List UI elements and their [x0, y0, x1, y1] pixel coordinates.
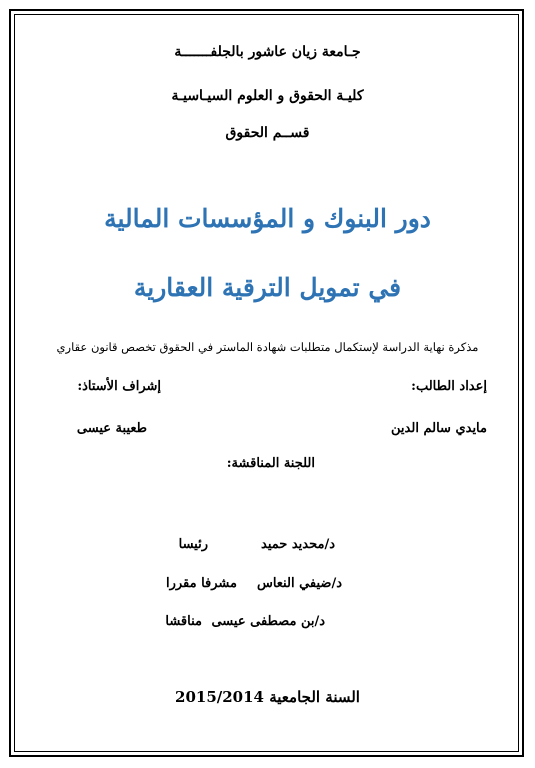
- committee-member-name: د/محديد حميد: [261, 537, 335, 552]
- thesis-title-line-2: في تمويل الترقية العقارية: [133, 273, 402, 302]
- thesis-description: مذكرة نهاية الدراسة لإستكمال متطلبات شهادة الماستر في الحقوق تخصص قانون عقاري: [56, 340, 479, 354]
- student-name: مايدي سالم الدين: [391, 421, 487, 436]
- faculty-name: كليـة الحقوق و العلوم السيـاسيـة: [171, 88, 364, 104]
- supervisor-name: طعيبة عيسى: [76, 421, 147, 436]
- committee-member-role: مناقشا: [165, 614, 202, 629]
- committee-member-role: مشرفا مقررا: [165, 576, 237, 591]
- thesis-title-line-1: دور البنوك و المؤسسات المالية: [104, 204, 431, 233]
- supervisor-label: إشراف الأستاذ:: [77, 379, 161, 394]
- academic-year: [0, 688, 535, 706]
- university-name: جـامعة زيان عاشور بالجلفـــــــة: [174, 44, 361, 60]
- academic-year-value: 2015/2014: [175, 688, 264, 706]
- committee-label: اللجنة المناقشة:: [226, 456, 315, 471]
- academic-year-label: السنة الجامعية: [269, 688, 360, 706]
- department-name: قســم الحقوق: [225, 125, 310, 141]
- committee-member-role: رئيسا: [178, 537, 208, 552]
- committee-member-name: د/ضيفي النعاس: [256, 576, 342, 591]
- committee-member-name: د/بن مصطفى عيسى: [211, 614, 325, 629]
- student-label: إعداد الطالب:: [411, 379, 487, 394]
